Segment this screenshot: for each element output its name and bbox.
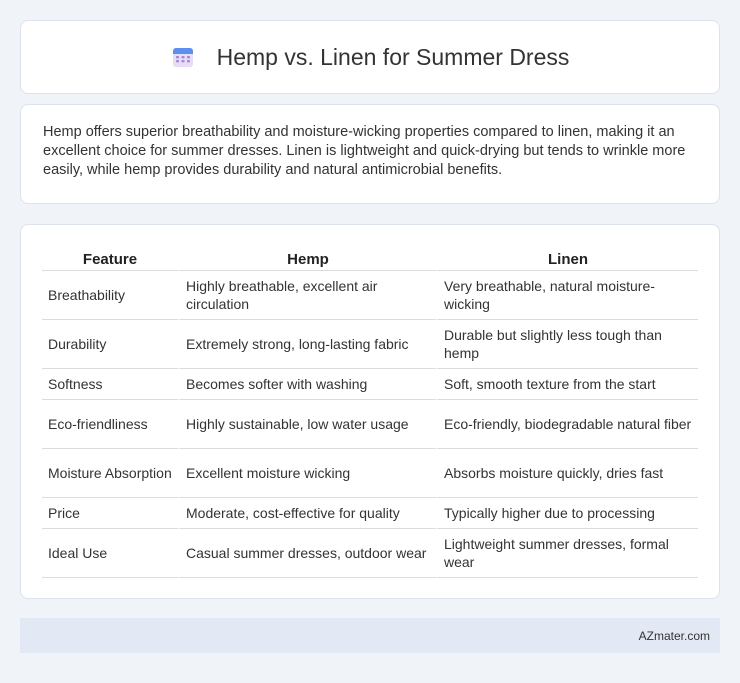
header-feature: Feature [42,245,178,271]
title-wrap [171,44,570,71]
table-row [42,449,698,498]
feature-cell: Ideal Use [42,529,178,578]
table-row [42,320,698,369]
hemp-cell: Casual summer dresses, outdoor wear [178,529,436,578]
feature-cell: Price [42,498,178,529]
table-row [42,271,698,320]
comparison-table [42,245,698,578]
linen-cell: Eco-friendly, biodegradable natural fiber [436,400,698,449]
calendar-icon [171,45,195,69]
table-row [42,400,698,449]
hemp-cell: Extremely strong, long-lasting fabric [178,320,436,369]
table-row [42,529,698,578]
table-header-row [42,245,698,271]
hemp-cell: Excellent moisture wicking [178,449,436,498]
feature-cell: Eco-friendliness [42,400,178,449]
linen-cell: Absorbs moisture quickly, dries fast [436,449,698,498]
title-card [20,20,720,94]
hemp-cell: Highly breathable, excellent air circulation [178,271,436,320]
feature-cell: Durability [42,320,178,369]
linen-cell: Durable but slightly less tough than hemp [436,320,698,369]
feature-cell: Softness [42,369,178,400]
feature-cell: Breathability [42,271,178,320]
page-title: Hemp vs. Linen for Summer Dress [216,43,570,70]
hemp-cell: Becomes softer with washing [178,369,436,400]
table-row [42,498,698,529]
feature-cell: Moisture Absorption [42,449,178,498]
hemp-cell: Moderate, cost-effective for quality [178,498,436,529]
table-row [42,369,698,400]
linen-cell: Soft, smooth texture from the start [436,369,698,400]
footer-site-link[interactable]: AZmater.com [638,628,710,643]
hemp-cell: Highly sustainable, low water usage [178,400,436,449]
comparison-card [20,224,720,599]
footer [20,618,720,653]
linen-cell: Very breathable, natural moisture-wicking [436,271,698,320]
header-hemp: Hemp [178,245,436,271]
header-linen: Linen [436,245,698,271]
linen-cell: Typically higher due to processing [436,498,698,529]
summary-card [20,104,720,204]
linen-cell: Lightweight summer dresses, formal wear [436,529,698,578]
summary-text: Hemp offers superior breathability and moisture-wicking properties compared to linen, making it an excellent choice for summer dresses. Linen is lightweight and quick-drying but tends to wrinkle more easily, while hemp provides durability and natural antimicrobial benefits. [43,124,686,178]
